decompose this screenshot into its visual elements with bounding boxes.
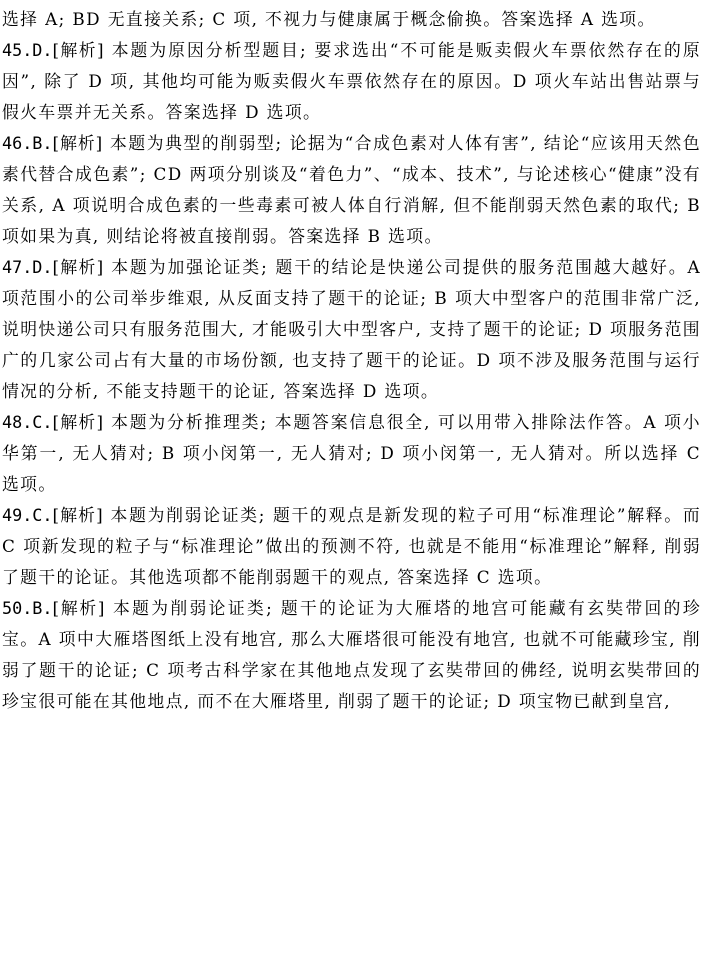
question-answer-label: 47.D. [2,257,53,277]
analysis-tag: [解析] [52,133,104,153]
explanation-46 [2,128,701,252]
question-answer-label: 45.D. [2,40,53,60]
question-answer-label: 50.B. [2,598,53,618]
analysis-tag: [解析] [52,412,104,432]
analysis-tag: [解析] [52,257,105,277]
explanation-text: 本题为典型的削弱型; 论据为“合成色素对人体有害”, 结论“应该用天然色素代替合成色素”; CD 两项分别谈及“着色力”、“成本、技术”, 与论述核心“健康”没有关系, A 项说明合成色素的一些毒素可被人体自行消解, 但不能削弱天然色素的取代; B 项如果为真, 则结论将被直接削弱。答案选择 B 选项。 [2,133,702,246]
analysis-tag: [解析] [52,598,106,618]
analysis-tag: [解析] [52,40,105,60]
explanation-text: 选择 A; BD 无直接关系; C 项, 不视力与健康属于概念偷换。答案选择 A 选项。 [2,9,656,29]
question-answer-label: 49.C. [2,505,53,525]
explanation-45 [2,35,701,128]
explanation-47 [2,252,701,407]
explanation-text: 本题为原因分析型题目; 要求选出“不可能是贩卖假火车票依然存在的原因”, 除了 D 项, 其他均可能为贩卖假火车票依然存在的原因。D 项火车站出售站票与假火车票并无关系。答案选择 D 选项。 [2,40,701,122]
explanation-49 [2,500,701,593]
explanation-text: 本题为加强论证类; 题干的结论是快递公司提供的服务范围越大越好。A 项范围小的公司举步维艰, 从反面支持了题干的论证; B 项大中型客户的范围非常广泛, 说明快递公司只有服务范围大, 才能吸引大中型客户, 支持了题干的论证; D 项服务范围广的几家公司占有大量的市场份额, 也支持了题干的论证。D 项不涉及服务范围与运行情况的分析, 不能支持题干的论证, 答案选择 D 选项。 [2,257,701,401]
explanation-text: 本题为削弱论证类; 题干的论证为大雁塔的地宫可能藏有玄奘带回的珍宝。A 项中大雁塔图纸上没有地宫, 那么大雁塔很可能没有地宫, 也就不可能藏珍宝, 削弱了题干的论证; C 项考古科学家在其他地点发现了玄奘带回的佛经, 说明玄奘带回的珍宝很可能在其他地点, 而不在大雁塔里, 削弱了题干的论证; D 项宝物已献到皇宫, [2,598,702,711]
question-answer-label: 46.B. [2,133,53,153]
question-answer-label: 48.C. [2,412,53,432]
explanation-50 [2,593,701,717]
explanation-text: 本题为分析推理类; 本题答案信息很全, 可以用带入排除法作答。A 项小华第一, 无人猜对; B 项小闵第一, 无人猜对; D 项小闵第一, 无人猜对。所以选择 C 选项。 [2,412,701,494]
explanation-44-continuation [2,4,701,35]
explanation-text: 本题为削弱论证类; 题干的观点是新发现的粒子可用“标准理论”解释。而 C 项新发现的粒子与“标准理论”做出的预测不符, 也就是不能用“标准理论”解释, 削弱了题干的论证。其他选项都不能削弱题干的观点, 答案选择 C 选项。 [2,505,702,587]
explanation-48 [2,407,701,500]
analysis-tag: [解析] [52,505,104,525]
